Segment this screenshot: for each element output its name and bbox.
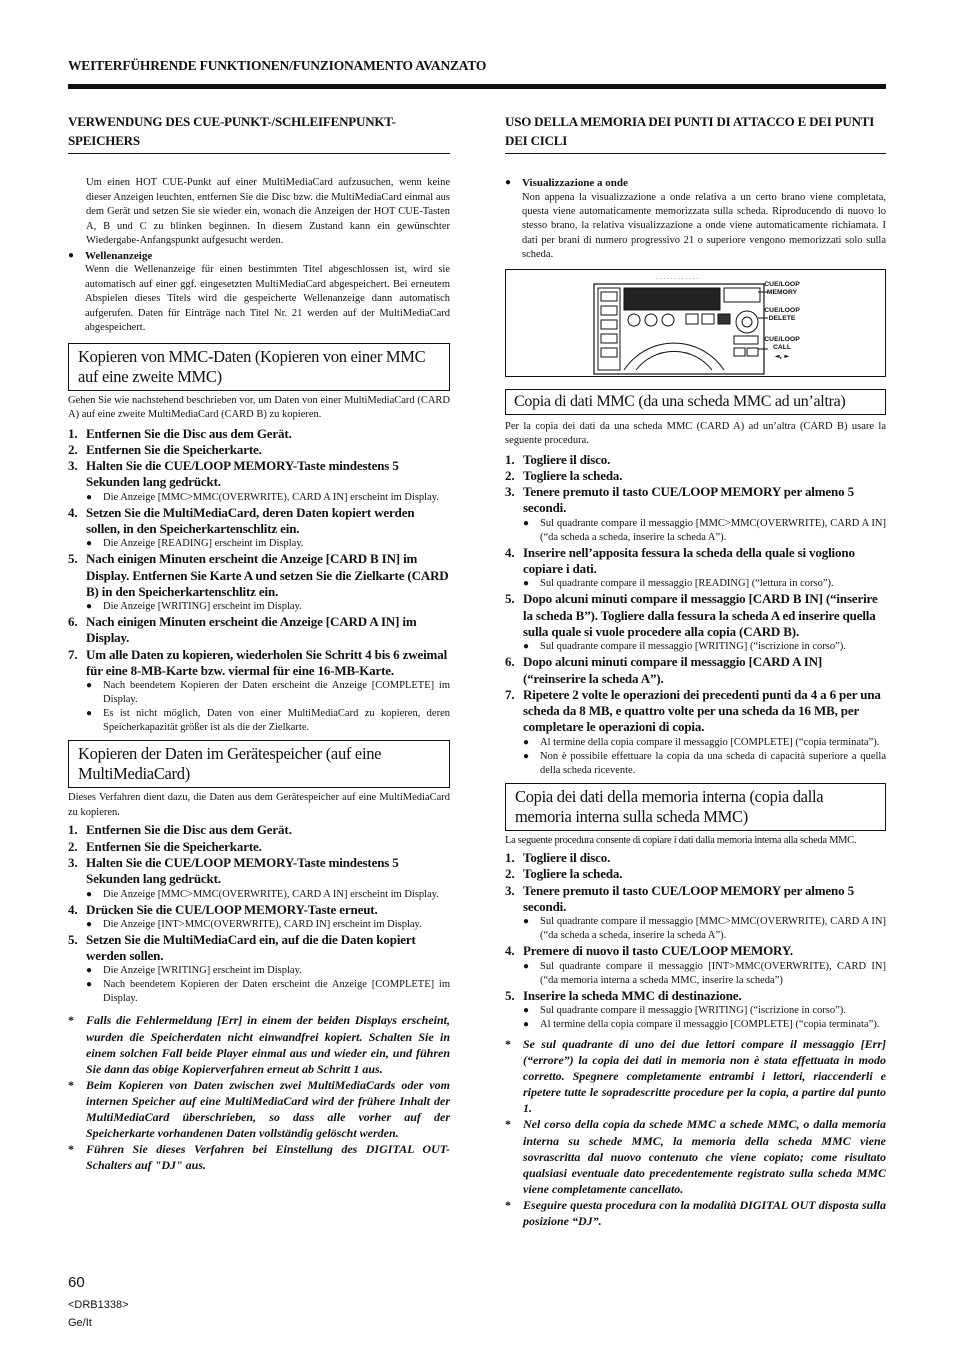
step-note (68, 964, 450, 978)
step-text: Nach einigen Minuten erscheint die Anzeige [CARD A IN] im Display. (86, 614, 417, 646)
step-number: 5. (505, 987, 515, 1003)
bullet-icon (523, 915, 540, 943)
warning-text: Falls die Fehlermeldung [Err] in einem der beiden Displays erscheint, wurden die Speicherdaten nicht einwandfrei kopiert. Schalten Sie in einem solchen Fall beide Player einmal aus und wieder ein, und führen Sie dann das obige Kopierverfahren erneut ab Schritt 1 aus. (86, 1013, 450, 1076)
bullet-icon (523, 750, 540, 778)
step-text: Tenere premuto il tasto CUE/LOOP MEMORY per almeno 5 secondi. (523, 484, 854, 516)
section-box-title: Kopieren von MMC-Daten (Kopieren von einer MMC auf eine zweite MMC) (68, 343, 450, 391)
bullet-icon (86, 679, 103, 707)
step-number: 4. (68, 504, 78, 520)
bullet-icon (523, 640, 540, 654)
note-text: Die Anzeige [READING] erscheint im Display. (103, 538, 304, 550)
step-item (68, 855, 450, 888)
step-number: 6. (505, 654, 515, 670)
note-text: Es ist nicht möglich, Daten von einer MultiMediaCard zu kopieren, deren Speicherkapazität größer ist als die der Zielkarte. (103, 708, 450, 734)
step-number: 3. (505, 484, 515, 500)
note-text: Sul quadrante compare il messaggio [MMC>MMC(OVERWRITE), CARD A IN] (“da scheda a scheda, inserire la scheda A”). (540, 517, 886, 543)
step-item (68, 822, 450, 838)
wave-text: Wenn die Wellenanzeige für einen bestimmten Titel abgeschlossen ist, wird sie automatisch auf einer ggf. eingesetzten MultiMediaCard abgespeichert. Bei erneutem Abspielen dieses Titels wird die gespeicherte Wellenanzeige dann automatisch aufgerufen. Daten für Einträge nach Titel Nr. 21 werden auf der MultiMediaCard abgespeichert. (85, 264, 450, 334)
step-note (505, 960, 886, 988)
section-box-title: Copia dei dati della memoria interna (copia dalla memoria interna sulla scheda MMC) (505, 783, 886, 831)
warning-text: Beim Kopieren von Daten zwischen zwei MultiMediaCards oder vom internen Speicher auf eine MultiMediaCard wird der frühere Inhalt der MultiMediaCard überschrieben, so dass alle vorher auf der Speicherkarte vorhandenen Daten vollständig gelöscht werden. (86, 1077, 450, 1141)
bullet-icon: ● (68, 249, 75, 261)
italian-column (505, 112, 886, 1229)
step-number: 3. (68, 458, 78, 474)
german-column (68, 112, 450, 1173)
note-text: Die Anzeige [WRITING] erscheint im Display. (103, 601, 302, 613)
step-item (68, 614, 450, 647)
step-number: 7. (68, 646, 78, 662)
section-box-title: Copia di dati MMC (da una scheda MMC ad un’altra) (505, 389, 886, 415)
step-number: 2. (505, 467, 515, 483)
note-text: Nach beendetem Kopieren der Daten erscheint die Anzeige [COMPLETE] im Display. (103, 979, 450, 1005)
note-text: Non è possibile effettuare la copia da una scheda di capacità superiore a quella della scheda ricevente. (540, 750, 886, 776)
step-text: Dopo alcuni minuti compare il messaggio [CARD A IN] (“reinserire la scheda A”). (523, 654, 823, 686)
step-number: 6. (68, 614, 78, 630)
bullet-icon (523, 960, 540, 988)
step-item (68, 551, 450, 600)
note-text: Al termine della copia compare il messaggio [COMPLETE] (“copia terminata”). (540, 1018, 880, 1030)
step-item (68, 426, 450, 442)
step-text: Premere di nuovo il tasto CUE/LOOP MEMORY. (523, 943, 793, 959)
step-item (68, 458, 450, 491)
asterisk-icon: * (68, 1077, 74, 1092)
step-note (505, 750, 886, 778)
step-note (68, 707, 450, 735)
step-text: Drücken Sie die CUE/LOOP MEMORY-Taste erneut. (86, 901, 378, 917)
step-item (505, 866, 886, 882)
note-text: Die Anzeige [MMC>MMC(OVERWRITE), CARD A IN] erscheint im Display. (103, 491, 439, 503)
bullet-icon (86, 600, 103, 614)
asterisk-icon: * (505, 1036, 511, 1051)
page-header: WEITERFÜHRENDE FUNKTIONEN/FUNZIONAMENTO AVANZATO (68, 58, 487, 73)
step-number: 3. (505, 882, 515, 898)
step-text: Togliere la scheda. (523, 866, 623, 882)
warning-text: Se sul quadrante di uno dei due lettori compare il messaggio [Err] (“errore”) la copia dei dati in memoria non è stata effettuata in modo corretto. Spegnere completamente entrambi i lettori, riaccenderli e ripetere tutte le sopradescritte procedure per la copia, a partire dal punto 1. (523, 1036, 886, 1116)
step-note (505, 640, 886, 654)
step-item (68, 505, 450, 538)
step-item (505, 850, 886, 866)
section-title: USO DELLA MEMORIA DEI PUNTI DI ATTACCO E DEI PUNTI DEI CICLI (505, 112, 886, 154)
warning-text: Nel corso della copia da schede MMC a schede MMC, o dalla memoria interna su schede MMC, la memoria della scheda MMC viene sovrascritta dal nuovo contenuto che viene copiato; come risultato qualsiasi eventuale dato precedentemente registrato sulla scheda MMC viene completamente cancellato. (523, 1117, 886, 1196)
note-text: Die Anzeige [MMC>MMC(OVERWRITE), CARD A IN] erscheint im Display. (103, 888, 439, 900)
step-text: Ripetere 2 volte le operazioni dei precedenti punti da 4 a 6 per una scheda da 8 MB, e quattro volte per una scheda da 16 MB, per completare le operazioni di copia. (523, 686, 881, 735)
wave-heading: Wellenanzeige (85, 249, 153, 262)
page-number: 60 (68, 1274, 85, 1291)
document-code: <DRB1338> (68, 1299, 129, 1311)
bullet-icon (86, 537, 103, 551)
step-note (68, 600, 450, 614)
bullet-icon (523, 577, 540, 591)
warning-list (505, 1036, 886, 1229)
bullet-icon (523, 736, 540, 750)
section-title: VERWENDUNG DES CUE-PUNKT-/SCHLEIFENPUNKT-SPEICHERS (68, 112, 450, 154)
step-item (505, 545, 886, 578)
bullet-icon (523, 1018, 540, 1032)
step-note (68, 888, 450, 902)
note-text: Nach beendetem Kopieren der Daten erscheint die Anzeige [COMPLETE] im Display. (103, 680, 450, 706)
note-text: Sul quadrante compare il messaggio [WRITING] (“iscrizione in corso”). (540, 1004, 846, 1016)
step-note (505, 517, 886, 545)
bullet-icon (523, 1004, 540, 1018)
asterisk-icon: * (68, 1013, 74, 1028)
warning-note (505, 1036, 886, 1116)
step-note (505, 1004, 886, 1018)
step-item (505, 484, 886, 517)
warning-note (505, 1197, 886, 1229)
step-note (505, 915, 886, 943)
step-list (68, 822, 450, 1006)
step-text: Setzen Sie die MultiMediaCard, deren Daten kopiert werden sollen, in den Speicherkartenschlitz ein. (86, 504, 415, 536)
device-label: CUE/LOOP DELETE (764, 306, 800, 322)
bullet-icon (86, 964, 103, 978)
step-item (505, 988, 886, 1004)
device-label: ◄, ► (774, 351, 790, 360)
note-text: Die Anzeige [WRITING] erscheint im Display. (103, 965, 302, 977)
wave-heading: Visualizzazione a onde (522, 177, 628, 189)
step-text: Setzen Sie die MultiMediaCard ein, auf die die Daten kopiert werden sollen. (86, 931, 416, 964)
step-text: Tenere premuto il tasto CUE/LOOP MEMORY per almeno 5 secondi. (523, 882, 854, 915)
step-note (68, 537, 450, 551)
step-text: Entfernen Sie die Disc aus dem Gerät. (86, 822, 292, 838)
bullet-icon (86, 888, 103, 902)
header-rule (68, 84, 886, 89)
step-text: Entfernen Sie die Disc aus dem Gerät. (86, 425, 292, 441)
step-list (68, 426, 450, 736)
step-text: Togliere il disco. (523, 451, 611, 467)
step-number: 1. (505, 850, 515, 866)
step-text: Halten Sie die CUE/LOOP MEMORY-Taste mindestens 5 Sekunden lang gedrückt. (86, 854, 399, 887)
section-intro: Gehen Sie wie nachstehend beschrieben vor, um Daten von einer MultiMediaCard (CARD A) auf eine zweite MultiMediaCard (CARD B) zu kopieren. (68, 394, 450, 420)
section-intro: La seguente procedura consente di copiare i dati dalla memoria interna alla scheda MMC. (505, 834, 857, 846)
bullet-icon (523, 517, 540, 545)
step-note (68, 491, 450, 505)
device-label: CUE/LOOP CALL (764, 335, 800, 351)
warning-text: Eseguire questa procedura con la modalità DIGITAL OUT disposta sulla posizione “DJ”. (523, 1197, 886, 1228)
device-illustration (505, 269, 886, 377)
step-note (68, 679, 450, 707)
asterisk-icon: * (505, 1197, 511, 1212)
bullet-icon: ● (505, 177, 512, 188)
step-item (68, 932, 450, 965)
note-text: Sul quadrante compare il messaggio [READING] (“lettura in corso”). (540, 578, 834, 590)
bullet-icon (86, 491, 103, 505)
player-panel-icon (506, 270, 886, 377)
step-item (505, 468, 886, 484)
step-text: Dopo alcuni minuti compare il messaggio [CARD B IN] (“inserire la scheda B”). Togliere dalla fessura la scheda A ed inserire quella sulla quale si vuole procedere alla copia (CARD B). (523, 591, 878, 639)
step-number: 4. (505, 943, 515, 959)
step-item (505, 943, 886, 959)
asterisk-icon: * (505, 1117, 511, 1132)
step-text: Nach einigen Minuten erscheint die Anzeige [CARD B IN] im Display. Entfernen Sie Karte A und setzen Sie die Zielkarte (CARD B) in den Speicherkartenschlitz ein. (86, 551, 449, 599)
step-item (505, 591, 886, 640)
note-text: Al termine della copia compare il messaggio [COMPLETE] (“copia terminata”). (540, 736, 880, 748)
bullet-icon (86, 978, 103, 1006)
step-note (505, 736, 886, 750)
step-text: Entfernen Sie die Speicherkarte. (86, 838, 262, 854)
step-item (68, 839, 450, 855)
step-text: Halten Sie die CUE/LOOP MEMORY-Taste mindestens 5 Sekunden lang gedrückt. (86, 458, 399, 490)
step-list (505, 850, 886, 1032)
step-number: 4. (68, 901, 78, 917)
step-note (68, 918, 450, 932)
step-number: 2. (68, 441, 78, 457)
step-list (505, 452, 886, 778)
bullet-heading (68, 249, 450, 264)
step-note (505, 1018, 886, 1032)
step-text: Inserire nell’apposita fessura la scheda della quale si vogliono copiare i dati. (523, 544, 855, 577)
step-number: 2. (505, 866, 515, 882)
step-item (505, 654, 886, 687)
language-code: Ge/It (68, 1317, 92, 1329)
step-number: 5. (68, 931, 78, 947)
asterisk-icon: * (68, 1142, 74, 1157)
note-text: Sul quadrante compare il messaggio [WRITING] (“iscrizione in corso”). (540, 641, 846, 653)
step-number: 3. (68, 854, 78, 870)
device-label: CUE/LOOP MEMORY (764, 280, 800, 296)
step-item (68, 647, 450, 680)
step-number: 5. (68, 551, 78, 567)
note-text: Sul quadrante compare il messaggio [MMC>MMC(OVERWRITE), CARD A IN] (“da scheda a scheda, inserire la scheda A”). (540, 916, 886, 942)
note-text: Sul quadrante compare il messaggio [INT>MMC(OVERWRITE), CARD IN] (“da memoria interna a scheda MMC, inserire la scheda”) (540, 960, 886, 986)
step-item (68, 902, 450, 918)
step-number: 5. (505, 591, 515, 607)
step-number: 4. (505, 544, 515, 560)
step-text: Togliere il disco. (523, 850, 611, 866)
step-item (505, 452, 886, 468)
section-intro: Um einen HOT CUE-Punkt auf einer MultiMediaCard aufzusuchen, wenn keine dieser Anzeigen leuchten, entfernen Sie die Disc bzw. die MultiMediaCard einmal aus dem Gerät und setzen Sie sie wieder ein, wonach die Anzeigen der HOT CUE-Tasten A, B und C zu blinken beginnen. In diesem Zustand kann ein gewünschter Wiedergabe-Anfangspunkt aufgesucht werden. (86, 177, 450, 247)
bullet-heading (505, 176, 886, 191)
bullet-icon (86, 918, 103, 932)
warning-note (68, 1012, 450, 1076)
warning-note (505, 1116, 886, 1196)
step-text: Entfernen Sie die Speicherkarte. (86, 441, 262, 457)
step-number: 1. (505, 451, 515, 467)
step-text: Inserire la scheda MMC di destinazione. (523, 987, 742, 1003)
section-intro: Per la copia dei dati da una scheda MMC (CARD A) ad un’altra (CARD B) usare la seguente procedura. (505, 420, 886, 447)
bullet-icon (86, 707, 103, 735)
warning-text: Führen Sie dieses Verfahren bei Einstellung des DIGITAL OUT-Schalters auf "DJ" aus. (86, 1142, 450, 1173)
step-number: 7. (505, 686, 515, 702)
step-number: 1. (68, 425, 78, 441)
step-item (68, 442, 450, 458)
warning-list (68, 1012, 450, 1173)
svg-text:· · · · · · · · · · · ·: · · · · · · · · · · · · (656, 275, 699, 282)
step-note (505, 577, 886, 591)
wave-text: Non appena la visualizzazione a onde relativa a un certo brano viene completata, questa viene automaticamente memorizzata sulla scheda. Riproducendo di nuovo lo stesso brano, la relativa visualizzazione a onde viene automaticamente richiamata. I dati per brani di numero progressivo 21 o superiore vengono memorizzati solo sulla scheda. (522, 191, 886, 261)
step-item (505, 687, 886, 736)
step-item (505, 883, 886, 916)
step-number: 2. (68, 838, 78, 854)
warning-note (68, 1077, 450, 1141)
note-text: Die Anzeige [INT>MMC(OVERWRITE), CARD IN] erscheint im Display. (103, 918, 422, 930)
step-note (68, 978, 450, 1006)
step-text: Um alle Daten zu kopieren, wiederholen Sie Schritt 4 bis 6 zweimal für eine 8-MB-Karte bzw. viermal für eine 16-MB-Karte. (86, 646, 448, 679)
step-text: Togliere la scheda. (523, 467, 623, 483)
section-box-title: Kopieren der Daten im Gerätespeicher (auf eine MultiMediaCard) (68, 740, 450, 788)
warning-note (68, 1141, 450, 1173)
step-number: 1. (68, 822, 78, 838)
section-intro: Dieses Verfahren dient dazu, die Daten aus dem Gerätespeicher auf eine MultiMediaCard zu kopieren. (68, 792, 450, 818)
